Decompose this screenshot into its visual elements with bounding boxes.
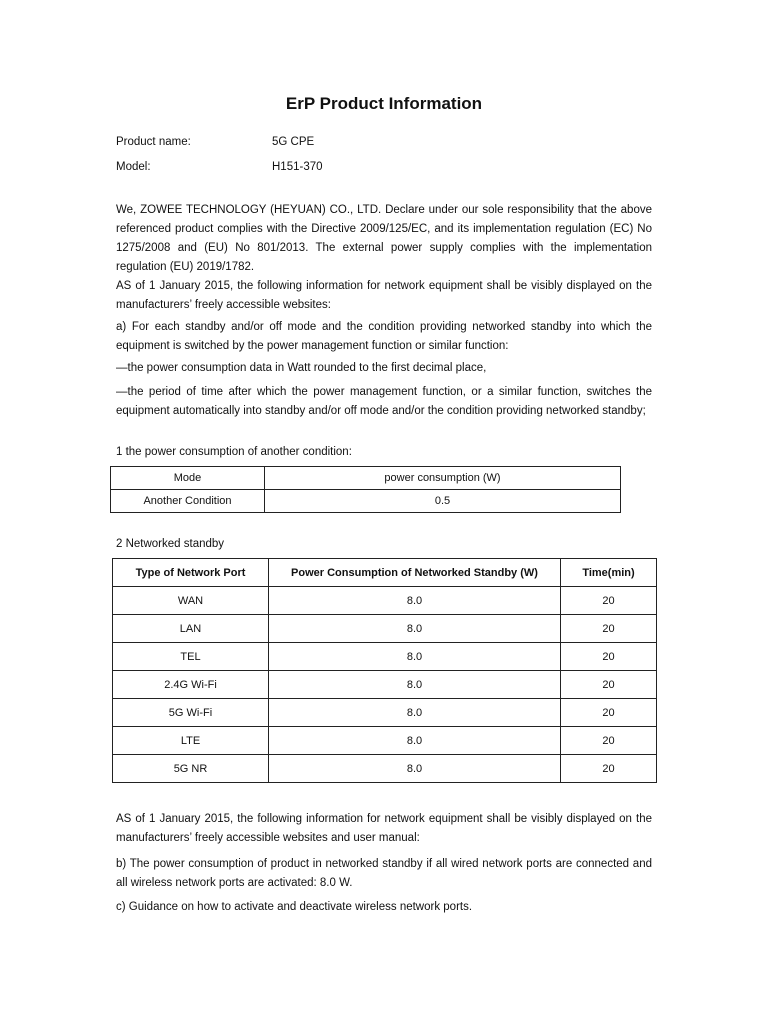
- table-cell: WAN: [113, 587, 269, 615]
- product-name-value: 5G CPE: [272, 136, 315, 148]
- table-header-cell: Type of Network Port: [113, 559, 269, 587]
- table-header-cell: power consumption (W): [265, 467, 621, 490]
- networked-standby-table: [112, 558, 657, 783]
- another-condition-table: [110, 466, 621, 513]
- table-header-cell: Time(min): [561, 559, 657, 587]
- section-2-heading: 2 Networked standby: [116, 538, 225, 550]
- table-cell: 8.0: [269, 671, 561, 699]
- table-cell: 8.0: [269, 727, 561, 755]
- table-cell: 20: [561, 755, 657, 783]
- model-value: H151-370: [272, 161, 323, 173]
- declaration-paragraph: We, ZOWEE TECHNOLOGY (HEYUAN) CO., LTD. Declare under our sole responsibility that the above referenced product complies with the Directive 2009/125/EC, and its implementation regulation (EC) No 1275/2008 and (EU) No 801/2013. The external power supply complies with the implementation regulation (EU) 2019/1782.: [116, 204, 652, 273]
- table-header-row: [113, 559, 657, 587]
- table-cell: 20: [561, 615, 657, 643]
- table-cell: 8.0: [269, 755, 561, 783]
- table-cell: TEL: [113, 643, 269, 671]
- table-cell: 8.0: [269, 699, 561, 727]
- section-1-heading: 1 the power consumption of another condition:: [116, 446, 352, 458]
- table-cell: 8.0: [269, 587, 561, 615]
- model-label: Model:: [116, 161, 151, 173]
- dash-item-2: —the period of time after which the power management function, or a similar function, switches the equipment automatically into standby and/or off mode and/or the condition providing networked standby;: [116, 386, 652, 417]
- model-row: [116, 161, 323, 173]
- table-row: [113, 755, 657, 783]
- as-of-paragraph-2: AS of 1 January 2015, the following information for network equipment shall be visibly displayed on the manufacturers’ freely accessible websites and user manual:: [116, 813, 652, 844]
- table-cell: 8.0: [269, 615, 561, 643]
- as-of-paragraph-1: AS of 1 January 2015, the following information for network equipment shall be visibly displayed on the manufacturers’ freely accessible websites:: [116, 280, 652, 311]
- table-header-cell: Mode: [111, 467, 265, 490]
- table-cell: 5G NR: [113, 755, 269, 783]
- table-cell: LTE: [113, 727, 269, 755]
- table-row: [113, 727, 657, 755]
- item-c-paragraph: c) Guidance on how to activate and deactivate wireless network ports.: [116, 901, 473, 913]
- table-cell: 20: [561, 699, 657, 727]
- table-row: [113, 699, 657, 727]
- table-cell: 20: [561, 643, 657, 671]
- table-cell: 8.0: [269, 643, 561, 671]
- table-cell: LAN: [113, 615, 269, 643]
- table-cell: 20: [561, 587, 657, 615]
- page-title: ErP Product Information: [285, 94, 483, 113]
- table-row: [113, 615, 657, 643]
- table-cell: 20: [561, 671, 657, 699]
- product-name-row: [116, 136, 314, 148]
- table-header-row: [111, 467, 621, 490]
- table-cell: 5G Wi-Fi: [113, 699, 269, 727]
- dash-item-1: —the power consumption data in Watt rounded to the first decimal place,: [116, 362, 487, 374]
- item-a-paragraph: a) For each standby and/or off mode and the condition providing networked standby into which the equipment is switched by the power management function or similar function:: [116, 321, 652, 352]
- table-row: [111, 490, 621, 513]
- product-name-label: Product name:: [116, 136, 191, 148]
- table-row: [113, 671, 657, 699]
- table-cell: 20: [561, 727, 657, 755]
- table-cell: 2.4G Wi-Fi: [113, 671, 269, 699]
- table-row: [113, 643, 657, 671]
- item-b-paragraph: b) The power consumption of product in networked standby if all wired network ports are connected and all wireless network ports are activated: 8.0 W.: [116, 858, 652, 889]
- table-cell: 0.5: [265, 490, 621, 513]
- table-header-cell: Power Consumption of Networked Standby (W): [269, 559, 561, 587]
- table-row: [113, 587, 657, 615]
- table-cell: Another Condition: [111, 490, 265, 513]
